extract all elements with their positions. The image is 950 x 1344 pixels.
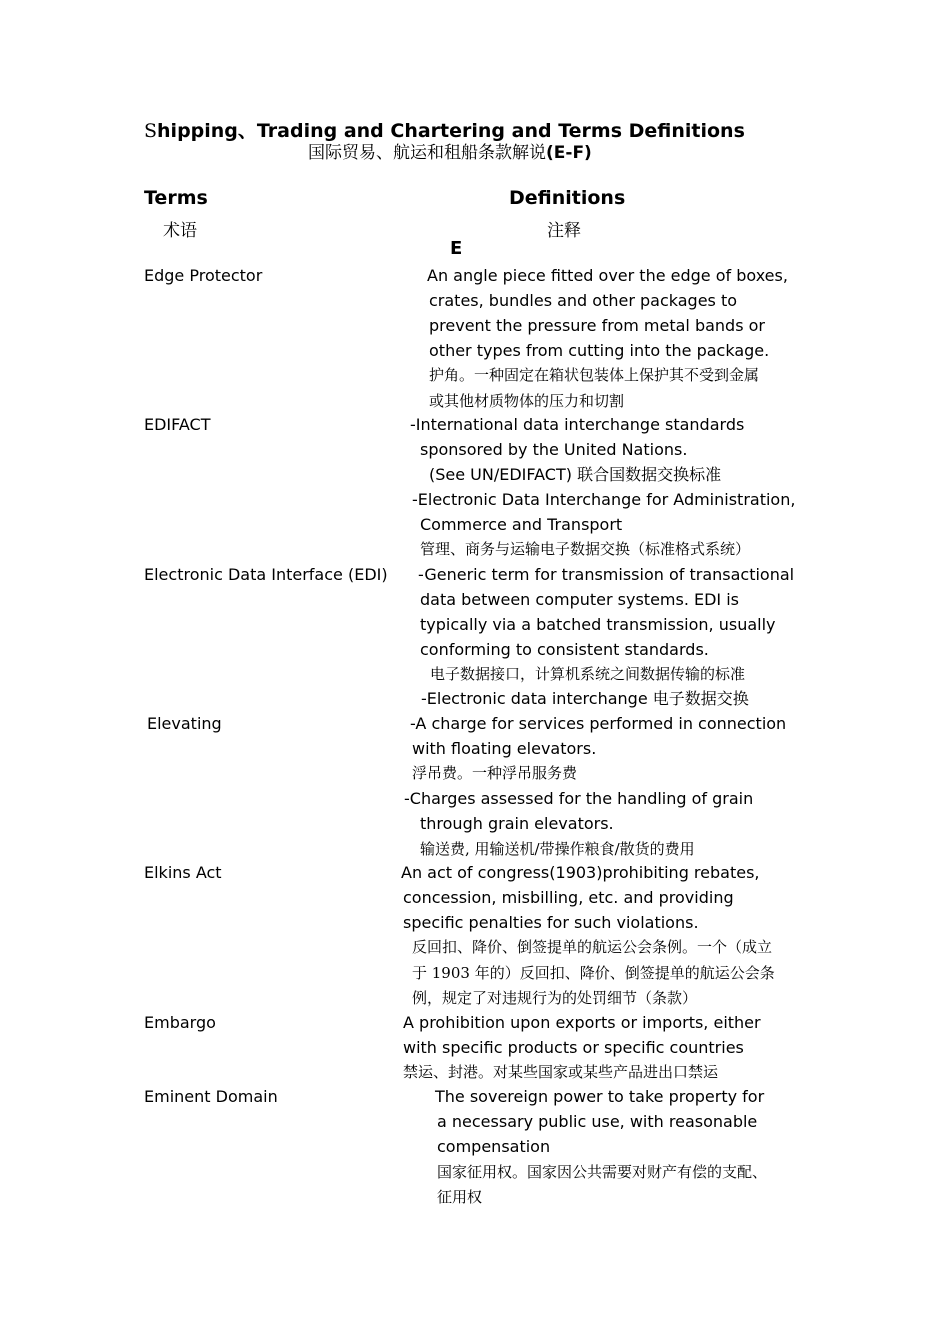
- terms-header: Terms: [144, 187, 208, 209]
- definition-line: typically via a batched transmission, usually: [420, 615, 776, 634]
- definition-line: data between computer systems. EDI is: [420, 590, 740, 609]
- definition-line: through grain elevators.: [420, 814, 614, 833]
- definition-line-cn: 征用权: [437, 1188, 483, 1206]
- definition-line: -Electronic data interchange 电子数据交换: [421, 689, 749, 708]
- definition-line: (See UN/EDIFACT) 联合国数据交换标准: [429, 465, 722, 484]
- document-subtitle: [308, 138, 592, 163]
- term-edi: Electronic Data Interface (EDI): [144, 565, 388, 584]
- definition-line: other types from cutting into the package.: [429, 341, 770, 360]
- definition-line-cn: 反回扣、降价、倒签提单的航运公会条例。一个（成立: [412, 938, 773, 956]
- term-edge-protector: Edge Protector: [144, 266, 263, 285]
- definition-line: An act of congress(1903)prohibiting rebates,: [401, 863, 760, 882]
- definition-line: sponsored by the United Nations.: [420, 440, 688, 459]
- definition-line: -Electronic Data Interchange for Administration,: [412, 490, 796, 509]
- definition-line-cn: 或其他材质物体的压力和切割: [429, 392, 625, 410]
- definition-line-cn: 于 1903 年的）反回扣、降价、倒签提单的航运公会条: [412, 964, 775, 982]
- term-embargo: Embargo: [144, 1013, 216, 1032]
- definitions-header: Definitions: [509, 187, 626, 209]
- subtitle-cn: 国际贸易、航运和租船条款解说: [308, 143, 546, 163]
- definition-line-cn: 输送费, 用输送机/带操作粮食/散货的费用: [420, 840, 695, 858]
- definition-line: The sovereign power to take property for: [435, 1087, 765, 1106]
- definition-line: A prohibition upon exports or imports, either: [403, 1013, 761, 1032]
- definition-line: a necessary public use, with reasonable: [437, 1112, 758, 1131]
- definition-line-cn: 例，规定了对违规行为的处罚细节（条款）: [412, 989, 698, 1007]
- definition-line: prevent the pressure from metal bands or: [429, 316, 765, 335]
- definition-line: specific penalties for such violations.: [403, 913, 699, 932]
- term-elevating: Elevating: [147, 714, 222, 733]
- term-eminent-domain: Eminent Domain: [144, 1087, 278, 1106]
- subtitle-range: (E-F): [546, 143, 592, 163]
- definition-line: -Generic term for transmission of transactional: [418, 565, 795, 584]
- definition-line: -A charge for services performed in connection: [410, 714, 787, 733]
- term-elkins-act: Elkins Act: [144, 863, 222, 882]
- term-edifact: EDIFACT: [144, 415, 211, 434]
- definition-line: with specific products or specific countries: [403, 1038, 744, 1057]
- title-rest: hipping、Trading and Chartering and Terms Definitions: [157, 120, 745, 142]
- definition-line-cn: 电子数据接口，计算机系统之间数据传输的标准: [430, 665, 746, 683]
- definition-line: crates, bundles and other packages to: [429, 291, 738, 310]
- definition-line-cn: 禁运、封港。对某些国家或某些产品进出口禁运: [403, 1063, 719, 1081]
- definition-line: concession, misbilling, etc. and providing: [403, 888, 734, 907]
- definition-line-cn: 管理、商务与运输电子数据交换（标准格式系统）: [420, 540, 751, 558]
- definition-line: conforming to consistent standards.: [420, 640, 709, 659]
- definitions-header-cn: 注释: [547, 221, 581, 241]
- definition-line: with floating elevators.: [412, 739, 597, 758]
- definition-line: -Charges assessed for the handling of grain: [404, 789, 754, 808]
- definition-line-cn: 国家征用权。国家因公共需要对财产有偿的支配、: [437, 1163, 768, 1181]
- definition-line-cn: 浮吊费。一种浮吊服务费: [412, 764, 578, 782]
- definition-line-cn: 护角。一种固定在箱状包装体上保护其不受到金属: [429, 366, 760, 384]
- definition-line: An angle piece fitted over the edge of boxes,: [427, 266, 788, 285]
- terms-header-cn: 术语: [163, 221, 197, 241]
- definition-line: Commerce and Transport: [420, 515, 623, 534]
- definition-line: compensation: [437, 1137, 551, 1156]
- section-letter: E: [450, 238, 463, 259]
- definition-line: -International data interchange standards: [410, 415, 745, 434]
- title-first-letter: S: [144, 120, 158, 142]
